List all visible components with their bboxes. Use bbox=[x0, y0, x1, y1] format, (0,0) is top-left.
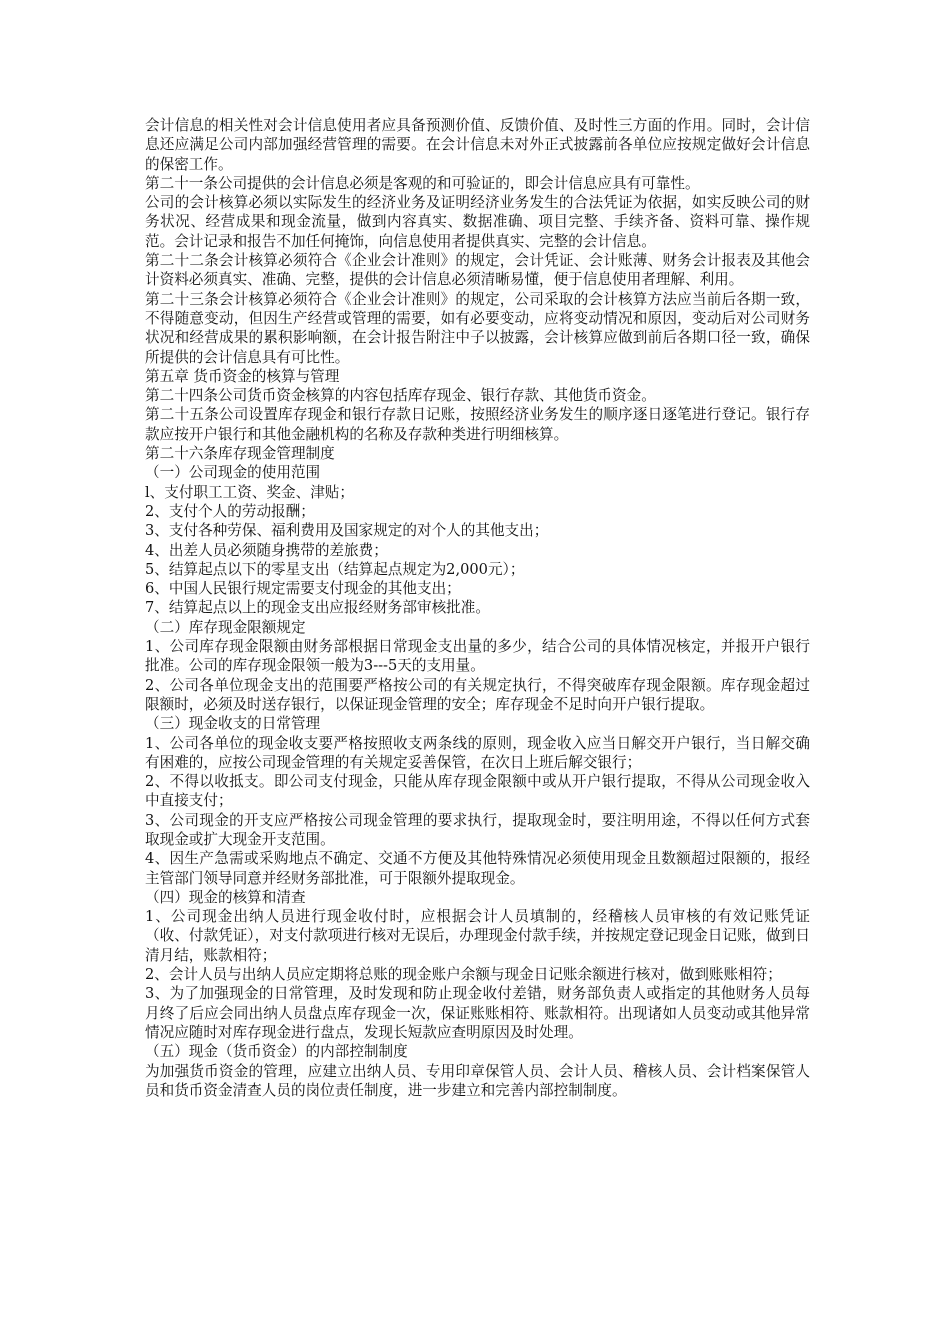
list-item: 2、会计人员与出纳人员应定期将总账的现金账户余额与现金日记账余额进行核对，做到账账相符； bbox=[145, 966, 782, 984]
list-item: 4、出差人员必须随身携带的差旅费； bbox=[145, 541, 388, 559]
list-item: 1、公司库存现金限额由财务部根据日常现金支出量的多少，结合公司的具体情况核定，并报开户银行批准。公司的库存现金限领一般为3---5天的支用量。 bbox=[145, 638, 810, 675]
list-item: 1、公司现金出纳人员进行现金收付时，应根据会计人员填制的，经稽核人员审核的有效记账凭证（收、付款凭证），对支付款项进行核对无误后，办理现金付款手续，并按规定登记现金日记账，做到日清月结，账款相符； bbox=[145, 908, 810, 964]
section-heading-3: （三）现金收支的日常管理 bbox=[145, 715, 321, 733]
section-heading-4: （四）现金的核算和清查 bbox=[145, 888, 306, 906]
list-item: 5、结算起点以下的零星支出（结算起点规定为2,000元）； bbox=[145, 560, 525, 578]
list-item: 3、为了加强现金的日常管理，及时发现和防止现金收付差错，财务部负责人或指定的其他财务人员每月终了后应会同出纳人员盘点库存现金一次，保证账账相符、账款相符。出现诸如人员变动或其他异常情况应随时对库存现金进行盘点，发现长短款应查明原因及时处理。 bbox=[145, 985, 810, 1041]
paragraph-article-25: 第二十五条公司设置库存现金和银行存款日记账，按照经济业务发生的顺序逐日逐笔进行登记。银行存款应按开户银行和其他金融机构的名称及存款种类进行明细核算。 bbox=[145, 406, 810, 443]
paragraph-article-26: 第二十六条库存现金管理制度 bbox=[145, 445, 335, 463]
list-item: 4、因生产急需或采购地点不确定、交通不方便及其他特殊情况必须使用现金且数额超过限额的，报经主管部门领导同意并经财务部批准，可于限额外提取现金。 bbox=[145, 850, 810, 887]
paragraph-intro: 会计信息的相关性对会计信息使用者应具备预测价值、反馈价值、及时性三方面的作用。同时，会计信息还应满足公司内部加强经营管理的需要。在会计信息未对外正式披露前各单位应按规定做好会计信息的保密工作。 bbox=[145, 117, 810, 173]
paragraph-reliability: 公司的会计核算必须以实际发生的经济业务及证明经济业务发生的合法凭证为依据，如实反映公司的财务状况、经营成果和现金流量，做到内容真实、数据准确、项目完整、手续齐备、资料可靠、操作规范。会计记录和报告不加任何掩饰，向信息使用者提供真实、完整的会计信息。 bbox=[145, 194, 810, 250]
list-item: 2、不得以收抵支。即公司支付现金，只能从库存现金限额中或从开户银行提取，不得从公司现金收入中直接支付； bbox=[145, 773, 810, 810]
document-body bbox=[145, 116, 810, 1100]
list-item: 7、结算起点以上的现金支出应报经财务部审核批准。 bbox=[145, 599, 490, 617]
paragraph-internal-control: 为加强货币资金的管理，应建立出纳人员、专用印章保管人员、会计人员、稽核人员、会计档案保管人员和货币资金清查人员的岗位责任制度，进一步建立和完善内部控制制度。 bbox=[145, 1062, 810, 1099]
chapter-heading: 第五章 货币资金的核算与管理 bbox=[145, 367, 340, 385]
list-item: 6、中国人民银行规定需要支付现金的其他支出； bbox=[145, 580, 461, 598]
paragraph-article-23: 第二十三条会计核算必须符合《企业会计准则》的规定，公司采取的会计核算方法应当前后各期一致，不得随意变动，但因生产经营或管理的需要，如有必要变动，应将变动情况和原因，变动后对公司财务状况和经营成果的累积影响额，在会计报告附注中子以披露，会计核算应做到前后各期口径一致，确保所提供的会计信息具有可比性。 bbox=[145, 290, 810, 366]
section-heading-2: （二）库存现金限额规定 bbox=[145, 618, 306, 636]
section-heading-1: （一）公司现金的使用范围 bbox=[145, 464, 321, 482]
list-item: l、支付职工工资、奖金、津贴； bbox=[145, 483, 354, 501]
paragraph-article-24: 第二十四条公司货币资金核算的内容包括库存现金、银行存款、其他货币资金。 bbox=[145, 387, 656, 405]
list-item: 2、公司各单位现金支出的范围要严格按公司的有关规定执行，不得突破库存现金限额。库存现金超过限额时，必须及时送存银行，以保证现金管理的安全；库存现金不足时向开户银行提取。 bbox=[145, 676, 810, 713]
list-item: 3、公司现金的开支应严格按公司现金管理的要求执行，提取现金时，要注明用途，不得以任何方式套取现金或扩大现金开支范围。 bbox=[145, 811, 810, 848]
paragraph-article-21: 第二十一条公司提供的会计信息必须是客观的和可验证的，即会计信息应具有可靠性。 bbox=[145, 174, 700, 192]
list-item: 1、公司各单位的现金收支要严格按照收支两条线的原则，现金收入应当日解交开户银行，当日解交确有困难的，应按公司现金管理的有关规定妥善保管，在次日上班后解交银行； bbox=[145, 734, 810, 771]
list-item: 3、支付各种劳保、福利费用及国家规定的对个人的其他支出； bbox=[145, 522, 549, 540]
section-heading-5: （五）现金（货币资金）的内部控制制度 bbox=[145, 1043, 408, 1061]
paragraph-article-22: 第二十二条会计核算必须符合《企业会计准则》的规定，会计凭证、会计账薄、财务会计报表及其他会计资料必须真实、准确、完整，提供的会计信息必须清晰易懂，便于信息使用者理解、利用。 bbox=[145, 252, 810, 289]
list-item: 2、支付个人的劳动报酬； bbox=[145, 502, 315, 520]
